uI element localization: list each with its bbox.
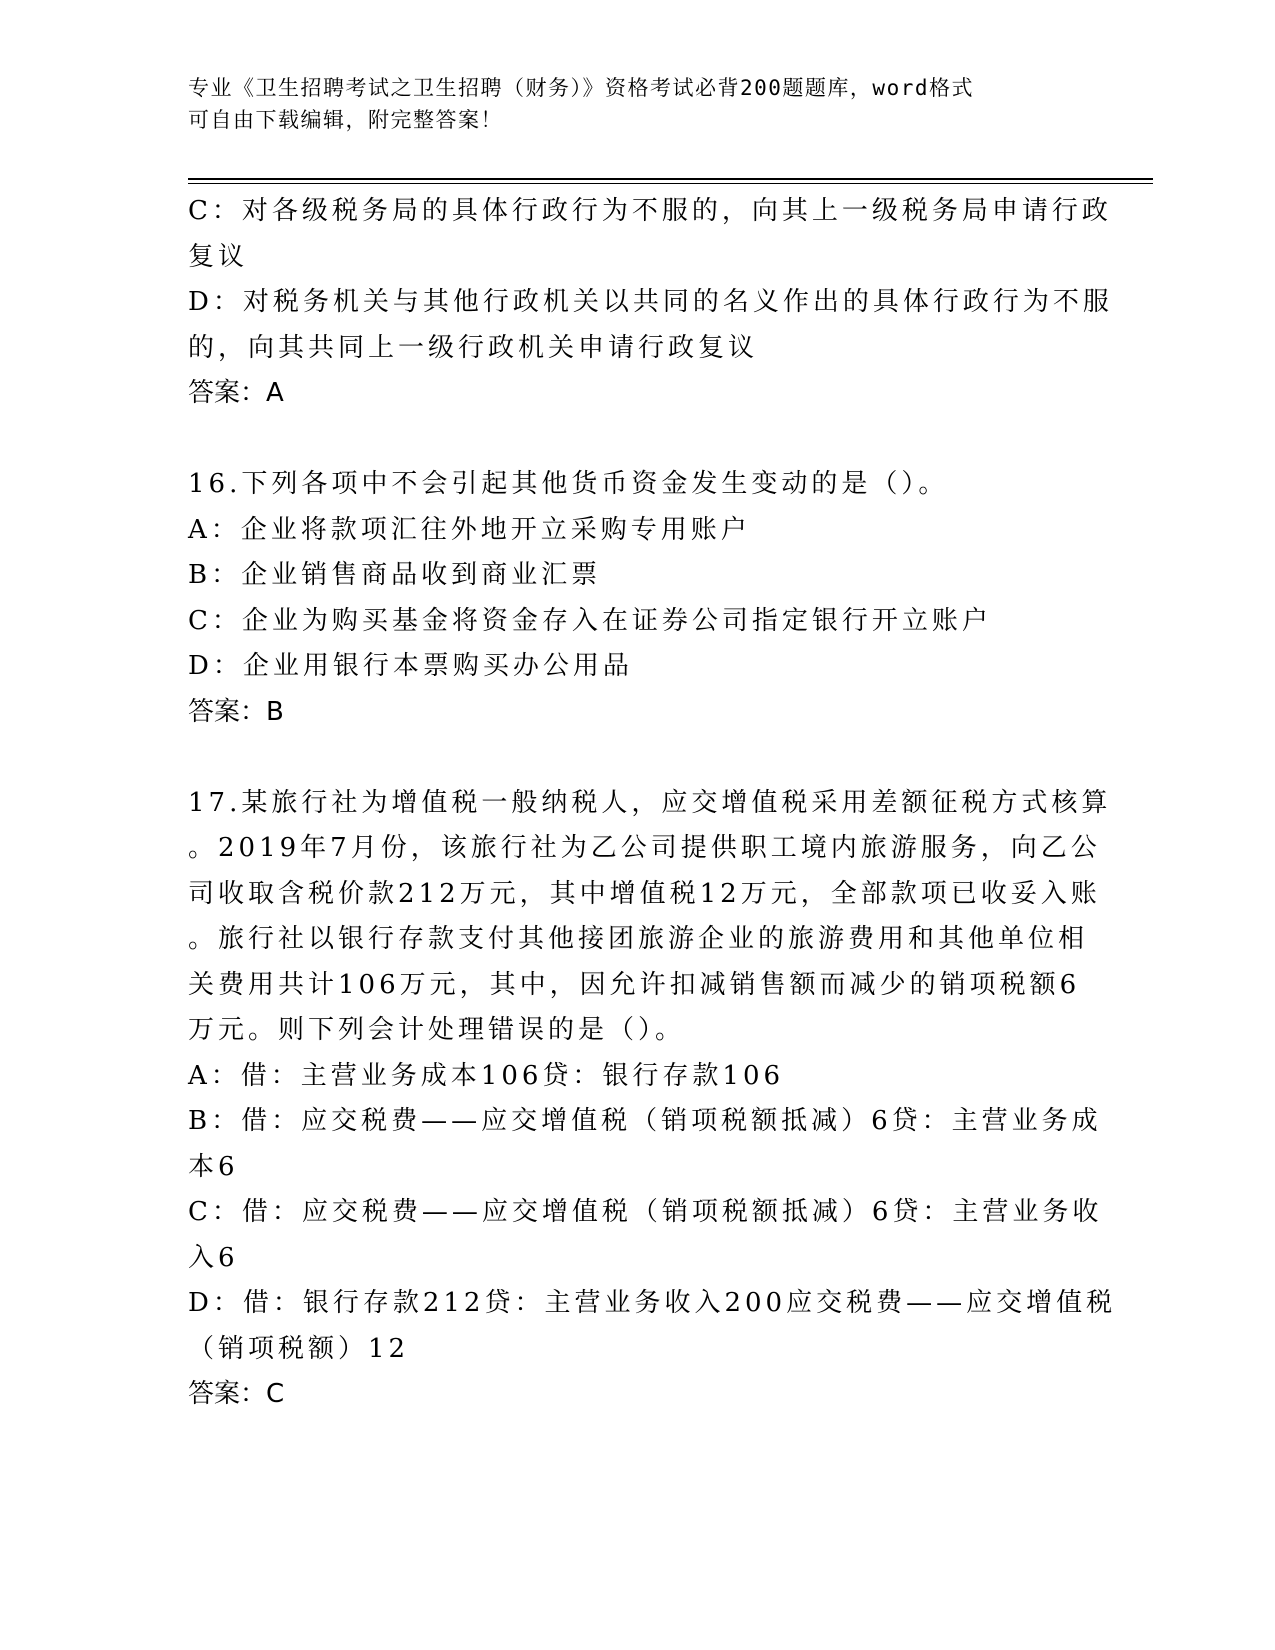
q16-option-d: D：企业用银行本票购买办公用品 bbox=[188, 651, 633, 681]
q17-option-b-line-2: 本6 bbox=[188, 1151, 239, 1182]
header-title-line-1: 专业《卫生招聘考试之卫生招聘（财务）》资格考试必背200题题库，word格式 bbox=[188, 76, 974, 100]
q17-answer: 答案：C bbox=[188, 1379, 285, 1409]
question-17 bbox=[188, 781, 1117, 1418]
q17-stem-line-1: 17.某旅行社为增值税一般纳税人，应交增值税采用差额征税方式核算 bbox=[188, 787, 1112, 818]
q16-stem: 16.下列各项中不会引起其他货币资金发生变动的是（）。 bbox=[188, 469, 949, 499]
q17-option-b-line-1: B：借：应交税费——应交增值税（销项税额抵减）6贷：主营业务成 bbox=[188, 1106, 1102, 1136]
header-divider-thin bbox=[188, 183, 1153, 184]
q17-option-c-line-2: 入6 bbox=[188, 1242, 239, 1273]
q16-answer: 答案：B bbox=[188, 696, 284, 727]
q17-stem-line-6: 万元。则下列会计处理错误的是（）。 bbox=[188, 1015, 686, 1045]
question-content bbox=[188, 189, 1117, 1418]
question-spacer bbox=[188, 417, 1088, 463]
q16-option-b: B：企业销售商品收到商业汇票 bbox=[188, 560, 602, 590]
q17-option-a: A：借：主营业务成本106贷：银行存款106 bbox=[188, 1060, 785, 1091]
q15-option-c-line-2: 复议 bbox=[188, 241, 249, 272]
q15-option-d-line-2: 的，向其共同上一级行政机关申请行政复议 bbox=[188, 332, 759, 363]
question-16 bbox=[188, 462, 1088, 735]
q17-stem-line-3: 司收取含税价款212万元，其中增值税12万元，全部款项已收妥入账 bbox=[188, 878, 1101, 909]
question-15-continued bbox=[188, 189, 1113, 417]
q17-option-c-line-1: C：借：应交税费——应交增值税（销项税额抵减）6贷：主营业务收 bbox=[188, 1197, 1103, 1227]
question-spacer bbox=[188, 735, 1088, 781]
q17-option-d-line-2: （销项税额）12 bbox=[188, 1333, 410, 1364]
q16-option-a: A：企业将款项汇往外地开立采购专用账户 bbox=[188, 514, 751, 545]
q15-answer: 答案：A bbox=[188, 378, 284, 408]
q17-stem-line-2: 。2019年7月份，该旅行社为乙公司提供职工境内旅游服务，向乙公 bbox=[188, 833, 1101, 863]
q17-stem-line-5: 关费用共计106万元，其中，因允许扣减销售额而减少的销项税额6 bbox=[188, 969, 1081, 1000]
q16-option-c: C：企业为购买基金将资金存入在证券公司指定银行开立账户 bbox=[188, 605, 992, 636]
document-header bbox=[188, 72, 1068, 136]
q17-stem-line-4: 。旅行社以银行存款支付其他接团旅游企业的旅游费用和其他单位相 bbox=[188, 924, 1089, 954]
q15-option-d-line-1: D：对税务机关与其他行政机关以共同的名义作出的具体行政行为不服 bbox=[188, 287, 1113, 317]
q15-option-c-line-1: C：对各级税务局的具体行政行为不服的，向其上一级税务局申请行政 bbox=[188, 196, 1112, 226]
header-divider-thick bbox=[188, 178, 1153, 180]
q17-option-d-line-1: D：借：银行存款212贷：主营业务收入200应交税费——应交增值税 bbox=[188, 1288, 1117, 1318]
header-title-line-2: 可自由下载编辑，附完整答案！ bbox=[188, 108, 503, 132]
